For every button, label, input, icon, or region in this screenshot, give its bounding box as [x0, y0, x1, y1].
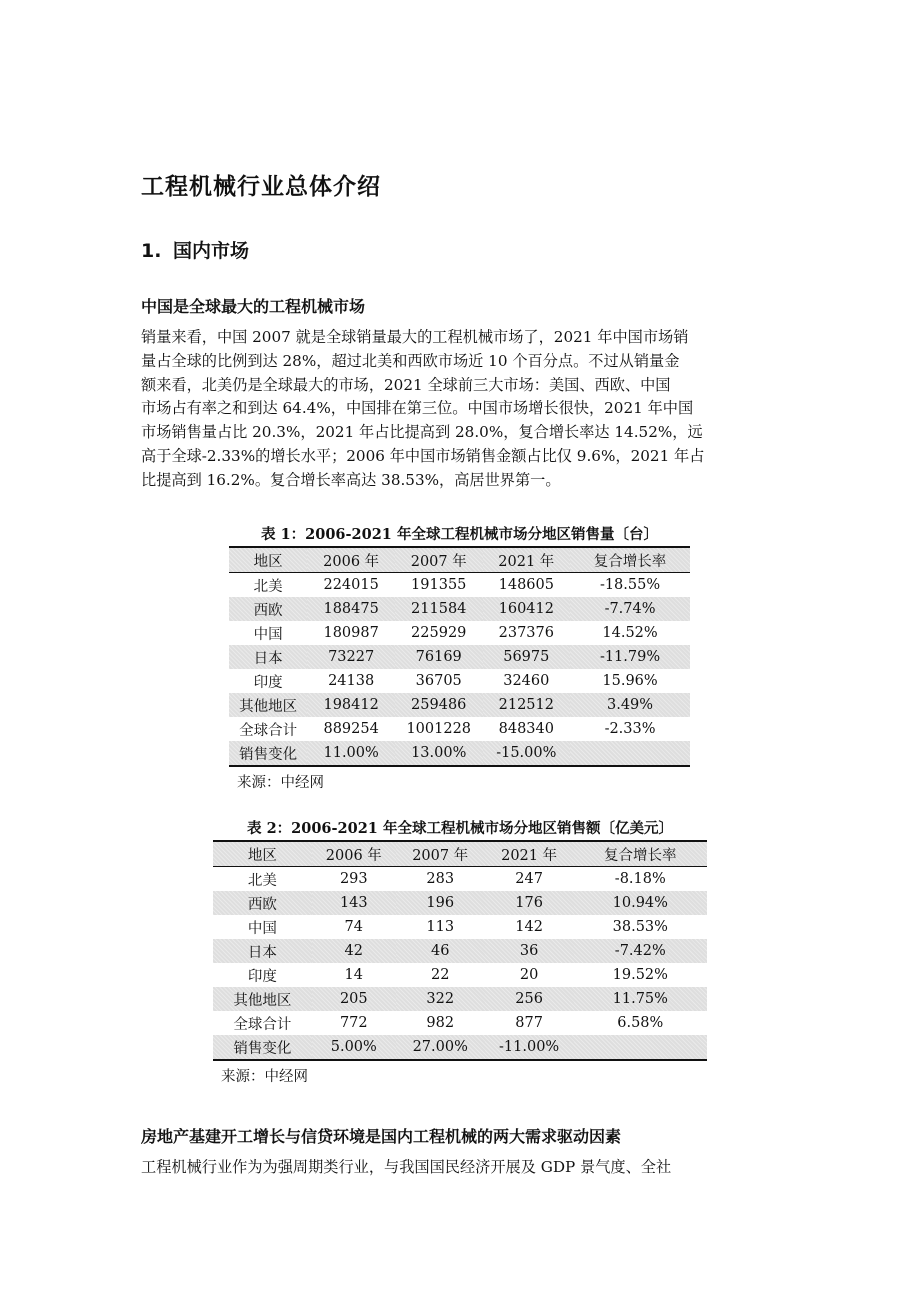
table-row — [229, 597, 690, 621]
table-cell: 180987 — [323, 625, 379, 641]
table-row — [213, 987, 707, 1011]
table-cell: 日本 — [213, 939, 312, 963]
table-cell: 印度 — [247, 968, 277, 985]
table-cell: 982 — [426, 1015, 455, 1031]
table-cell: 322 — [396, 987, 485, 1011]
table-cell: 293 — [339, 871, 368, 887]
section-title: 国内市场 — [173, 240, 250, 262]
table-cell: 11.75% — [574, 987, 707, 1011]
table-cell: 889254 — [323, 721, 379, 737]
table-cell: 5.00% — [312, 1035, 396, 1060]
table1-header-cell: 地区 — [229, 547, 307, 573]
table2-header-cell: 2006 年 — [312, 841, 396, 867]
table-cell: 283 — [426, 871, 455, 887]
table-row — [213, 1011, 707, 1035]
table-cell: 10.94% — [574, 891, 707, 915]
table-cell: 191355 — [411, 577, 467, 593]
paragraph-demand-drivers — [141, 1156, 781, 1180]
table-cell: -11.79% — [570, 645, 690, 669]
table-cell: 247 — [515, 871, 543, 887]
paragraph-line: 高于全球-2.33%的增长水平；2006 年中国市场销售金额占比仅 9.6%，2021 年占 — [141, 446, 705, 465]
table-cell: 205 — [312, 987, 396, 1011]
table-row — [229, 669, 690, 693]
table1-header-cell: 复合增长率 — [570, 547, 690, 573]
table-cell: 22 — [430, 967, 450, 983]
table-cell: 256 — [485, 987, 574, 1011]
table1-header-row — [229, 547, 690, 573]
table2-source: 来源：中经网 — [221, 1069, 308, 1085]
table-cell: 36 — [485, 939, 574, 963]
table-row — [213, 963, 707, 987]
table-cell: 211584 — [395, 597, 483, 621]
table-cell: 32460 — [503, 673, 550, 689]
table-row — [229, 693, 690, 717]
table-cell: 其他地区 — [229, 693, 307, 717]
paragraph-line: 销量来看，中国 2007 就是全球销量最大的工程机械市场了，2021 年中国市场销 — [141, 328, 689, 346]
paragraph-line: 额来看，北美仍是全球最大的市场，2021 全球前三大市场：美国、西欧、中国 — [141, 375, 671, 394]
table-row — [229, 717, 690, 741]
table-cell: 27.00% — [396, 1035, 485, 1060]
table-cell: 848340 — [498, 721, 554, 737]
subheading-largest-market: 中国是全球最大的工程机械市场 — [141, 297, 366, 316]
table-cell: 176 — [485, 891, 574, 915]
table-row — [213, 891, 707, 915]
table-cell: 148605 — [498, 577, 554, 593]
table1-caption: 表 1：2006-2021 年全球工程机械市场分地区销售量〔台〕 — [261, 526, 658, 543]
table-cell: 143 — [312, 891, 396, 915]
table-cell: 全球合计 — [233, 1016, 292, 1033]
table-cell: 西欧 — [229, 597, 307, 621]
table-cell: 销售变化 — [213, 1035, 312, 1060]
table-cell: 212512 — [483, 693, 571, 717]
table-row — [229, 573, 690, 598]
table2-header-cell: 复合增长率 — [574, 841, 707, 867]
table-cell: 销售变化 — [229, 741, 307, 766]
paragraph-line: 比提高到 16.2%。复合增长率高达 38.53%，高居世界第一。 — [141, 470, 561, 489]
table-cell: 13.00% — [395, 741, 483, 766]
table-cell: 1001228 — [406, 721, 472, 737]
table-row — [213, 915, 707, 939]
table-row — [229, 741, 690, 766]
table1-header-cell: 2006 年 — [307, 547, 395, 573]
table-cell: 56975 — [483, 645, 571, 669]
table-cell: 76169 — [395, 645, 483, 669]
paragraph-line: 工程机械行业作为为强周期类行业，与我国国民经济开展及 GDP 景气度、全社 — [141, 1158, 672, 1176]
table-cell: 38.53% — [612, 919, 668, 935]
table1 — [229, 546, 690, 767]
table-cell: 中国 — [247, 920, 277, 937]
table-cell: -18.55% — [599, 577, 661, 593]
table-cell: -2.33% — [604, 721, 656, 737]
table-cell: 中国 — [253, 626, 283, 643]
table-cell: 北美 — [247, 872, 277, 889]
table2-header-row — [213, 841, 707, 867]
table-cell: 其他地区 — [213, 987, 312, 1011]
section-heading — [141, 236, 249, 263]
table-row — [213, 939, 707, 963]
table-cell: 188475 — [307, 597, 395, 621]
table-cell: 14.52% — [602, 625, 658, 641]
table-cell: 113 — [426, 919, 455, 935]
table-cell: 14 — [344, 967, 363, 983]
table-cell: 74 — [344, 919, 363, 935]
table-row — [229, 645, 690, 669]
table-cell: 42 — [312, 939, 396, 963]
table2 — [213, 840, 707, 1061]
table-cell: 196 — [396, 891, 485, 915]
table-cell: 772 — [339, 1015, 368, 1031]
table-cell: -11.00% — [485, 1035, 574, 1060]
paragraph-line: 市场占有率之和到达 64.4%，中国排在第三位。中国市场增长很快，2021 年中国 — [141, 399, 694, 418]
subheading-demand-drivers: 房地产基建开工增长与信贷环境是国内工程机械的两大需求驱动因素 — [141, 1127, 622, 1146]
table-cell: 259486 — [395, 693, 483, 717]
table-cell: 15.96% — [602, 673, 658, 689]
table-cell — [570, 741, 690, 766]
table-cell: 46 — [396, 939, 485, 963]
table-cell: 19.52% — [612, 967, 668, 983]
paragraph-line: 市场销售量占比 20.3%，2021 年占比提高到 28.0%，复合增长率达 14.52%，远 — [141, 423, 703, 442]
table1-header-cell: 2007 年 — [395, 547, 483, 573]
table2-header-cell: 地区 — [213, 841, 312, 867]
table-cell: 142 — [515, 919, 543, 935]
table-cell: 198412 — [307, 693, 395, 717]
table2-block — [213, 817, 707, 1086]
table-cell: -8.18% — [614, 871, 666, 887]
table-cell: 160412 — [483, 597, 571, 621]
table-row — [229, 621, 690, 645]
table1-header-cell: 2021 年 — [483, 547, 571, 573]
table-cell — [574, 1035, 707, 1060]
table-cell: -15.00% — [483, 741, 571, 766]
table-cell: 全球合计 — [239, 722, 298, 739]
document-title: 工程机械行业总体介绍 — [141, 174, 381, 200]
table1-block — [229, 523, 690, 792]
table-cell: 日本 — [229, 645, 307, 669]
table-cell: 225929 — [411, 625, 467, 641]
table-cell: 877 — [515, 1015, 543, 1031]
table-cell: -7.74% — [570, 597, 690, 621]
table-cell: 20 — [519, 967, 539, 983]
table-cell: 印度 — [253, 674, 283, 691]
table-row — [213, 867, 707, 892]
table-cell: 3.49% — [570, 693, 690, 717]
paragraph-line: 量占全球的比例到达 28%，超过北美和西欧市场近 10 个百分点。不过从销量金 — [141, 351, 680, 370]
section-number: 1. — [141, 240, 162, 262]
table-cell: 北美 — [253, 578, 283, 595]
table-cell: 11.00% — [307, 741, 395, 766]
table-cell: 西欧 — [213, 891, 312, 915]
table2-header-cell: 2007 年 — [396, 841, 485, 867]
table-cell: 224015 — [323, 577, 379, 593]
table1-source: 来源：中经网 — [237, 775, 324, 791]
table2-header-cell: 2021 年 — [485, 841, 574, 867]
table-cell: -7.42% — [574, 939, 707, 963]
table-cell: 6.58% — [617, 1015, 664, 1031]
table2-caption: 表 2：2006-2021 年全球工程机械市场分地区销售额〔亿美元〕 — [247, 820, 673, 837]
table-cell: 24138 — [328, 673, 375, 689]
table-row — [213, 1035, 707, 1060]
table-cell: 237376 — [498, 625, 554, 641]
table-cell: 36705 — [415, 673, 462, 689]
paragraph-market-overview — [141, 326, 781, 493]
table-cell: 73227 — [307, 645, 395, 669]
